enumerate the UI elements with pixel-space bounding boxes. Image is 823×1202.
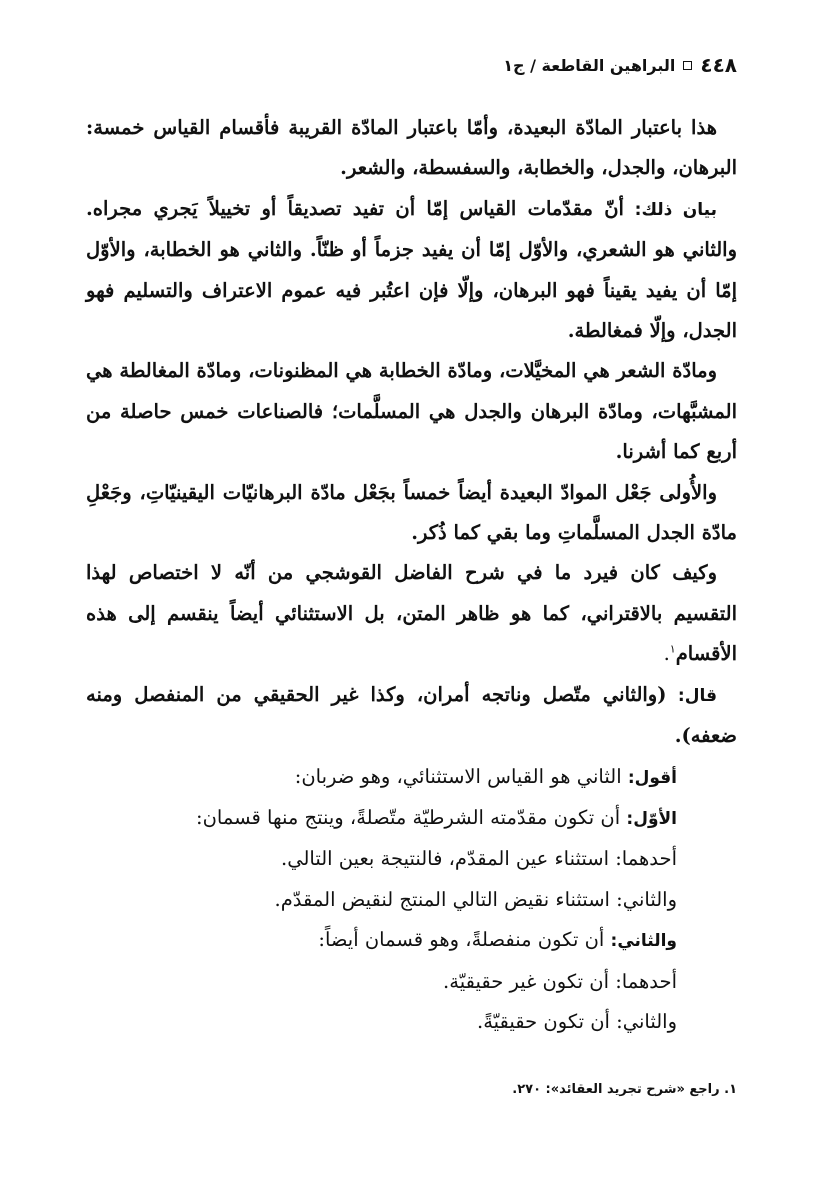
list-item-lead: الأوّل: (626, 808, 677, 829)
paragraph-6-text: (والثاني متّصل وناتجه أمران، وكذا غير الحقيقي من المنفصل ومنه ضعفه). (86, 682, 737, 748)
footnote (86, 1082, 737, 1097)
list-item-text: أن تكون مقدّمته الشرطيّة متّصلةً، وينتج منها قسمان: (196, 805, 621, 829)
list-item (86, 962, 677, 1002)
list-item-text: والثاني: أن تكون حقيقيّةً. (477, 1009, 677, 1033)
list-item (86, 920, 677, 961)
paragraph-1-text: هذا باعتبار المادّة البعيدة، وأمّا باعتبار المادّة القريبة فأقسام القياس خمسة: البرهان، والجدل، والخطابة، والسفسطة، والشعر. (86, 116, 737, 180)
list-item-text: أن تكون منفصلةً، وهو قسمان أيضاً: (318, 928, 605, 952)
paragraph-2-lead: بيان ذلك: (634, 199, 717, 220)
main-text (86, 108, 737, 1042)
square-separator-icon (683, 61, 692, 70)
paragraph-5: وكيف كان فيرد ما في شرح الفاضل القوشجي من أنّه لا اختصاص لهذا التقسيم بالاقتراني، كما هو ظاهر المتن، بل الاستثنائي أيضاً ينقسم إلى هذه الأقسام$^١$. (86, 561, 737, 666)
running-header (86, 48, 737, 82)
paragraph-3 (86, 351, 737, 472)
paragraph-1 (86, 108, 737, 189)
list-item (86, 880, 677, 920)
paragraph-4-text: والأُولى جَعْل الموادّ البعيدة أيضاً خمساً بجَعْل مادّة البرهانيّات اليقينيّاتِ، وجَعْلِ مادّة الجدل المسلَّماتِ وما بقي كما ذُكر. (86, 480, 737, 545)
page-number: ٤٤٨ (700, 53, 737, 77)
list-item-text: أحدهما: أن تكون غير حقيقيّة. (443, 969, 677, 993)
paragraph-2-text: أنّ مقدّمات القياس إمّا أن تفيد تصديقاً أو تخييلاً يَجري مجراه. والثاني هو الشعري، والأوّل إمّا أن يفيد جزماً أو ظنّاً. والثاني هو الخطابة، والأوّل إمّا أن يفيد يقيناً فهو البرهان، وإلّا فإن اعتُبر فيه عموم الاعتراف والتسليم فهو الجدل، وإلّا فمغالطة. (86, 196, 737, 343)
list-item (86, 757, 677, 798)
list-item-lead: أقول: (627, 767, 677, 788)
book-title: البراهين القاطعة / ج١ (503, 55, 676, 75)
footnote-text: ١. راجع «شرح تجريد العقائد»: ٢٧٠. (512, 1082, 737, 1097)
list-item-text: الثاني هو القياس الاستثنائي، وهو ضربان: (294, 764, 622, 788)
paragraph-6-lead: قال: (677, 685, 717, 706)
paragraph-6 (86, 675, 737, 757)
paragraph-5-text: وكيف كان فيرد ما في شرح الفاضل القوشجي من أنّه لا اختصاص لهذا التقسيم بالاقتراني، كما هو ظاهر المتن، بل الاستثنائي أيضاً ينقسم إلى هذه الأقسام (86, 561, 737, 666)
list-item-text: والثاني: استثناء نقيض التالي المنتج لنقيض المقدّم. (274, 887, 677, 911)
paragraph-2 (86, 189, 737, 352)
list (86, 757, 737, 1043)
paragraph-4 (86, 473, 737, 554)
paragraph-3-text: ومادّة الشعر هي المخيَّلات، ومادّة الخطابة هي المظنونات، ومادّة المغالطة هي المشبَّهات، ومادّة البرهان والجدل هي المسلَّمات؛ فالصناعات خمس حاصلة من أربع كما أشرنا. (86, 359, 737, 464)
list-item-text: أحدهما: استثناء عين المقدّم، فالنتيجة بعين التالي. (281, 847, 677, 871)
list-item (86, 839, 677, 879)
list-item (86, 798, 677, 839)
list-item (86, 1002, 677, 1042)
list-item-lead: والثاني: (610, 931, 677, 952)
footnote-ref[interactable]: ١ (669, 642, 676, 656)
